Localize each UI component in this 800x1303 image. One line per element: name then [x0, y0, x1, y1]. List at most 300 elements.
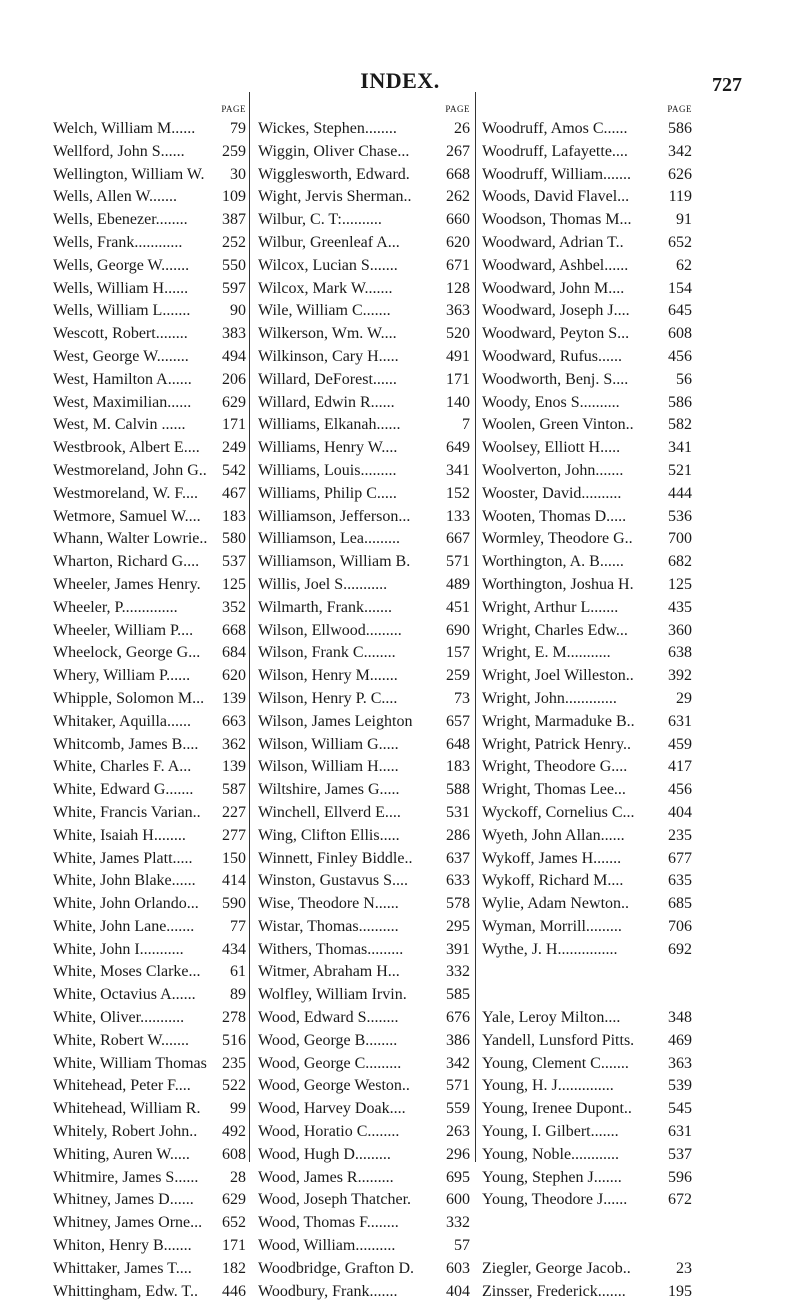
index-entry [482, 278, 692, 301]
entry-name: Williams, Philip C..... [258, 484, 397, 502]
entry-page: 451 [446, 598, 470, 616]
index-entry [258, 528, 470, 551]
index-entry [258, 756, 470, 779]
index-entry [53, 620, 246, 643]
entry-page: 57 [454, 1237, 470, 1255]
entry-page: 183 [446, 758, 470, 776]
index-entry [482, 164, 692, 187]
entry-page: 700 [668, 530, 692, 548]
entry-name: Yandell, Lunsford Pitts. [482, 1031, 635, 1049]
entry-name: Wells, George W....... [53, 256, 190, 274]
entry-page: 629 [222, 1191, 246, 1209]
index-entry [482, 574, 692, 597]
index-entry [53, 528, 246, 551]
entry-name: Whitcomb, James B.... [53, 735, 199, 753]
entry-name: White, John Lane....... [53, 917, 195, 935]
entry-name: Wiltshire, James G..... [258, 781, 400, 799]
entry-page: 489 [446, 575, 470, 593]
entry-page: 536 [668, 507, 692, 525]
index-entry [53, 1144, 246, 1167]
entry-name: Wright, Patrick Henry.. [482, 735, 631, 753]
entry-page: 341 [668, 439, 692, 457]
entry-page: 154 [668, 279, 692, 297]
entry-name: Wickes, Stephen........ [258, 120, 397, 137]
index-entry [258, 186, 470, 209]
entry-page: 171 [222, 1237, 246, 1255]
index-entry [53, 369, 246, 392]
entry-name: Wing, Clifton Ellis..... [258, 826, 400, 844]
entry-name: Whitely, Robert John.. [53, 1123, 198, 1141]
entry-page: 682 [668, 553, 692, 571]
index-entry [258, 620, 470, 643]
entry-name: Wyman, Morrill......... [482, 917, 622, 935]
entry-name: Zinsser, Frederick....... [482, 1282, 626, 1300]
entry-name: Woolverton, John....... [482, 461, 624, 479]
entry-name: West, George W........ [53, 347, 189, 365]
entry-page: 459 [668, 735, 692, 753]
section-gap [482, 1212, 692, 1235]
index-entry [258, 300, 470, 323]
entry-page: 362 [222, 735, 246, 753]
entry-name: Wheeler, William P.... [53, 621, 194, 639]
entry-name: Winston, Gustavus S.... [258, 872, 409, 890]
entry-page: 446 [222, 1282, 246, 1300]
index-entry [482, 1189, 692, 1212]
entry-name: Wykoff, Richard M.... [482, 872, 624, 890]
entry-name: Wheeler, James Henry. [53, 575, 201, 593]
index-entry [53, 802, 246, 825]
entry-name: Wheeler, P.............. [53, 598, 178, 616]
index-entry [482, 460, 692, 483]
entry-name: Wood, Edward S........ [258, 1009, 399, 1027]
index-entry [482, 528, 692, 551]
entry-page: 259 [446, 667, 470, 685]
entry-page: 668 [222, 621, 246, 639]
entry-page: 492 [222, 1123, 246, 1141]
index-entry [482, 620, 692, 643]
entry-page: 645 [668, 302, 692, 320]
entry-page: 537 [668, 1145, 692, 1163]
entry-name: Wells, William L....... [53, 302, 191, 320]
index-column-3 [482, 104, 692, 1303]
index-entry [258, 118, 470, 141]
entry-name: Withers, Thomas......... [258, 940, 404, 958]
entry-name: Whitaker, Aquilla...... [53, 712, 191, 730]
index-entry [53, 825, 246, 848]
entry-name: Wright, Charles Edw... [482, 621, 628, 639]
entry-page: 62 [676, 256, 692, 274]
index-entry [258, 1030, 470, 1053]
index-entry [482, 688, 692, 711]
entry-page: 30 [230, 165, 246, 183]
entry-page: 296 [446, 1145, 470, 1163]
entry-page: 125 [668, 575, 692, 593]
entry-page: 235 [222, 1054, 246, 1072]
entry-name: Wilkinson, Cary H..... [258, 347, 399, 365]
entry-page: 61 [230, 963, 246, 981]
entry-name: Wistar, Thomas.......... [258, 917, 399, 935]
entry-name: Woodworth, Benj. S.... [482, 370, 629, 388]
entry-page: 262 [446, 188, 470, 206]
entry-page: 73 [454, 689, 470, 707]
entry-page: 635 [668, 872, 692, 890]
entry-page: 332 [446, 1214, 470, 1232]
entry-name: Whann, Walter Lowrie.. [53, 530, 208, 548]
entry-name: Wood, William.......... [258, 1237, 396, 1255]
index-entry [258, 665, 470, 688]
entry-page: 195 [668, 1282, 692, 1300]
entry-page: 590 [222, 895, 246, 913]
entry-name: Worthington, Joshua H. [482, 575, 634, 593]
entry-page: 150 [222, 849, 246, 867]
index-entry [482, 1098, 692, 1121]
entry-page: 286 [446, 826, 470, 844]
entry-page: 586 [668, 393, 692, 411]
index-entry [258, 711, 470, 734]
entry-page: 383 [222, 325, 246, 343]
index-entry [53, 1189, 246, 1212]
entry-page: 125 [222, 575, 246, 593]
index-entry [258, 255, 470, 278]
index-entry [53, 642, 246, 665]
index-entry [53, 437, 246, 460]
entry-page: 685 [668, 895, 692, 913]
index-entry [482, 551, 692, 574]
entry-page: 456 [668, 781, 692, 799]
index-entry [482, 232, 692, 255]
index-entry [258, 825, 470, 848]
entry-name: Whiton, Henry B....... [53, 1237, 192, 1255]
index-entry [53, 574, 246, 597]
entry-page: 597 [222, 279, 246, 297]
entry-page: 550 [222, 256, 246, 274]
entry-name: Wilson, Henry P. C.... [258, 689, 398, 707]
index-entry [53, 893, 246, 916]
index-entry [482, 870, 692, 893]
entry-page: 671 [446, 256, 470, 274]
entry-page: 677 [668, 849, 692, 867]
entry-name: Woodruff, Amos C...... [482, 120, 628, 137]
entry-page: 467 [222, 484, 246, 502]
section-gap [482, 961, 692, 984]
entry-page: 342 [446, 1054, 470, 1072]
entry-name: White, Charles F. A... [53, 758, 192, 776]
entry-name: White, Robert W....... [53, 1031, 189, 1049]
entry-name: Westmoreland, John G.. [53, 461, 207, 479]
entry-name: Wilcox, Mark W....... [258, 279, 393, 297]
entry-name: Wright, Joel Willeston.. [482, 667, 634, 685]
entry-name: Wight, Jervis Sherman.. [258, 188, 412, 206]
entry-page: 657 [446, 712, 470, 730]
entry-page: 404 [446, 1282, 470, 1300]
index-entry [258, 984, 470, 1007]
entry-name: Wythe, J. H............... [482, 940, 618, 958]
entry-page: 672 [668, 1191, 692, 1209]
entry-name: Wood, Hugh D......... [258, 1145, 391, 1163]
entry-name: Welch, William M...... [53, 120, 196, 137]
index-entry [53, 460, 246, 483]
index-entry [53, 665, 246, 688]
index-entry [482, 1258, 692, 1281]
entry-name: Whitney, James Orne... [53, 1214, 203, 1232]
entry-page: 603 [446, 1259, 470, 1277]
entry-page: 629 [222, 393, 246, 411]
index-entry [258, 414, 470, 437]
entry-page: 652 [222, 1214, 246, 1232]
entry-page: 249 [222, 439, 246, 457]
entry-page: 571 [446, 553, 470, 571]
entry-page: 404 [668, 803, 692, 821]
entry-name: Wilson, William H..... [258, 758, 399, 776]
index-entry [482, 597, 692, 620]
index-entry [53, 323, 246, 346]
entry-page: 690 [446, 621, 470, 639]
entry-name: Yale, Leroy Milton.... [482, 1009, 621, 1027]
entry-page: 667 [446, 530, 470, 548]
entry-name: Wright, Marmaduke B.. [482, 712, 635, 730]
entry-page: 435 [668, 598, 692, 616]
entry-name: Williamson, William B. [258, 553, 411, 571]
index-entry [258, 1098, 470, 1121]
entry-page: 608 [222, 1145, 246, 1163]
entry-name: Wiggin, Oliver Chase... [258, 142, 410, 160]
entry-page: 444 [668, 484, 692, 502]
entry-page: 28 [230, 1168, 246, 1186]
entry-name: Wolfley, William Irvin. [258, 986, 407, 1004]
index-entry [258, 916, 470, 939]
entry-name: Wood, George B........ [258, 1031, 398, 1049]
entry-name: Wetmore, Samuel W.... [53, 507, 201, 525]
entry-name: Wright, Arthur L....... [482, 598, 619, 616]
index-entry [53, 916, 246, 939]
entry-name: Wykoff, James H....... [482, 849, 622, 867]
entry-name: Woolsey, Elliott H..... [482, 439, 621, 457]
entry-name: Ziegler, George Jacob.. [482, 1259, 631, 1277]
entry-name: Wooster, David.......... [482, 484, 622, 502]
entry-name: Woodward, John M.... [482, 279, 625, 297]
index-entry [258, 209, 470, 232]
entry-page: 638 [668, 644, 692, 662]
index-entry [53, 1075, 246, 1098]
index-entry [482, 323, 692, 346]
entry-name: Wilmarth, Frank....... [258, 598, 392, 616]
entry-page: 587 [222, 781, 246, 799]
index-entry [53, 961, 246, 984]
entry-page: 531 [446, 803, 470, 821]
index-entry [258, 460, 470, 483]
index-entry [258, 1075, 470, 1098]
entry-page: 140 [446, 393, 470, 411]
entry-name: Wescott, Robert........ [53, 325, 188, 343]
entry-name: White, Francis Varian.. [53, 803, 201, 821]
entry-name: Whitmire, James S...... [53, 1168, 199, 1186]
index-entry [258, 779, 470, 802]
entry-page: 580 [222, 530, 246, 548]
entry-name: Wood, Horatio C........ [258, 1123, 400, 1141]
entry-page: 520 [446, 325, 470, 343]
column-heading: PAGE [667, 104, 692, 114]
index-entry [258, 848, 470, 871]
index-entry [482, 346, 692, 369]
index-entry [53, 346, 246, 369]
index-entry [482, 141, 692, 164]
entry-name: Young, Clement C....... [482, 1054, 629, 1072]
entry-page: 171 [446, 370, 470, 388]
index-entry [482, 437, 692, 460]
entry-page: 29 [676, 689, 692, 707]
index-entry [258, 483, 470, 506]
index-entry [53, 756, 246, 779]
index-entry [53, 392, 246, 415]
index-entry [258, 232, 470, 255]
index-entry [53, 118, 246, 141]
index-entry [482, 1053, 692, 1076]
entry-page: 227 [222, 803, 246, 821]
index-entry [258, 1258, 470, 1281]
entry-page: 267 [446, 142, 470, 160]
entry-name: Williamson, Jefferson... [258, 507, 411, 525]
entry-page: 139 [222, 689, 246, 707]
entry-page: 363 [668, 1054, 692, 1072]
entry-page: 352 [222, 598, 246, 616]
entry-page: 139 [222, 758, 246, 776]
index-entry [258, 1212, 470, 1235]
entry-page: 332 [446, 963, 470, 981]
index-entry [482, 483, 692, 506]
entry-name: Williams, Henry W.... [258, 439, 398, 457]
index-entry [258, 893, 470, 916]
entry-page: 620 [222, 667, 246, 685]
entry-name: Wood, Harvey Doak.... [258, 1100, 406, 1118]
entry-page: 133 [446, 507, 470, 525]
entry-name: Woodward, Ashbel...... [482, 256, 629, 274]
entry-name: Wilkerson, Wm. W.... [258, 325, 397, 343]
entry-page: 386 [446, 1031, 470, 1049]
entry-name: West, M. Calvin ...... [53, 416, 186, 434]
entry-name: Wood, George Weston.. [258, 1077, 410, 1095]
entry-name: Williams, Elkanah...... [258, 416, 401, 434]
entry-name: Wyckoff, Cornelius C... [482, 803, 635, 821]
entry-name: White, William Thomas [53, 1054, 207, 1072]
entry-page: 663 [222, 712, 246, 730]
page-header [0, 68, 800, 96]
entry-page: 537 [222, 553, 246, 571]
index-entry [258, 961, 470, 984]
index-entry [482, 1075, 692, 1098]
index-entry [53, 209, 246, 232]
entry-name: Wile, William C....... [258, 302, 391, 320]
entry-page: 387 [222, 211, 246, 229]
entry-page: 660 [446, 211, 470, 229]
index-entry [53, 483, 246, 506]
entry-name: White, John I........... [53, 940, 184, 958]
index-entry [482, 779, 692, 802]
index-entry [258, 870, 470, 893]
entry-name: Westmoreland, W. F.... [53, 484, 198, 502]
index-entry [53, 1053, 246, 1076]
entry-name: Wright, John............. [482, 689, 617, 707]
index-column-1 [53, 104, 246, 1303]
entry-page: 626 [668, 165, 692, 183]
entry-page: 491 [446, 347, 470, 365]
index-entry [482, 825, 692, 848]
page-number: 727 [712, 74, 742, 96]
entry-name: Woodward, Joseph J.... [482, 302, 630, 320]
entry-page: 259 [222, 142, 246, 160]
entry-name: Young, Theodore J...... [482, 1191, 628, 1209]
entry-page: 79 [230, 120, 246, 137]
entry-name: Wilson, James Leighton [258, 712, 413, 730]
entry-name: Wilcox, Lucian S....... [258, 256, 398, 274]
entry-page: 539 [668, 1077, 692, 1095]
index-entry [53, 255, 246, 278]
entry-name: Whiting, Auren W..... [53, 1145, 190, 1163]
index-entry [482, 893, 692, 916]
entry-name: Woody, Enos S.......... [482, 393, 620, 411]
entry-page: 152 [446, 484, 470, 502]
entry-page: 633 [446, 872, 470, 890]
entry-page: 648 [446, 735, 470, 753]
index-entry [53, 232, 246, 255]
index-entry [53, 1167, 246, 1190]
entry-name: Wells, Allen W....... [53, 188, 178, 206]
index-entry [53, 278, 246, 301]
entry-name: Woodward, Rufus...... [482, 347, 623, 365]
entry-name: White, Octavius A...... [53, 986, 196, 1004]
index-entry [482, 1007, 692, 1030]
index-entry [258, 437, 470, 460]
entry-page: 571 [446, 1077, 470, 1095]
entry-name: Whitehead, Peter F.... [53, 1077, 191, 1095]
index-entry [53, 1281, 246, 1303]
index-entry [482, 506, 692, 529]
index-entry [53, 1258, 246, 1281]
entry-page: 585 [446, 986, 470, 1004]
index-entry [258, 1053, 470, 1076]
entry-name: Williamson, Lea......... [258, 530, 400, 548]
entry-page: 608 [668, 325, 692, 343]
page-title: INDEX. [360, 68, 440, 93]
index-entry [53, 1007, 246, 1030]
index-entry [482, 642, 692, 665]
entry-name: Whipple, Solomon M... [53, 689, 205, 707]
entry-name: White, John Blake...... [53, 872, 196, 890]
entry-name: Wormley, Theodore G.. [482, 530, 633, 548]
entry-name: Winchell, Ellverd E.... [258, 803, 401, 821]
index-entry [482, 300, 692, 323]
column-divider [475, 92, 476, 1162]
entry-name: Witmer, Abraham H... [258, 963, 400, 981]
entry-name: Whitney, James D...... [53, 1191, 194, 1209]
entry-page: 596 [668, 1168, 692, 1186]
entry-page: 90 [230, 302, 246, 320]
entry-name: Young, Stephen J....... [482, 1168, 622, 1186]
index-entry [53, 1121, 246, 1144]
entry-name: Whitehead, William R. [53, 1100, 201, 1118]
entry-page: 652 [668, 233, 692, 251]
entry-page: 263 [446, 1123, 470, 1141]
entry-page: 348 [668, 1009, 692, 1027]
entry-page: 695 [446, 1168, 470, 1186]
entry-page: 7 [462, 416, 470, 434]
entry-name: Willard, Edwin R...... [258, 393, 395, 411]
index-entry [53, 984, 246, 1007]
index-entry [258, 346, 470, 369]
entry-name: West, Maximilian...... [53, 393, 192, 411]
index-entry [482, 1121, 692, 1144]
index-entry [258, 688, 470, 711]
index-entry [482, 802, 692, 825]
